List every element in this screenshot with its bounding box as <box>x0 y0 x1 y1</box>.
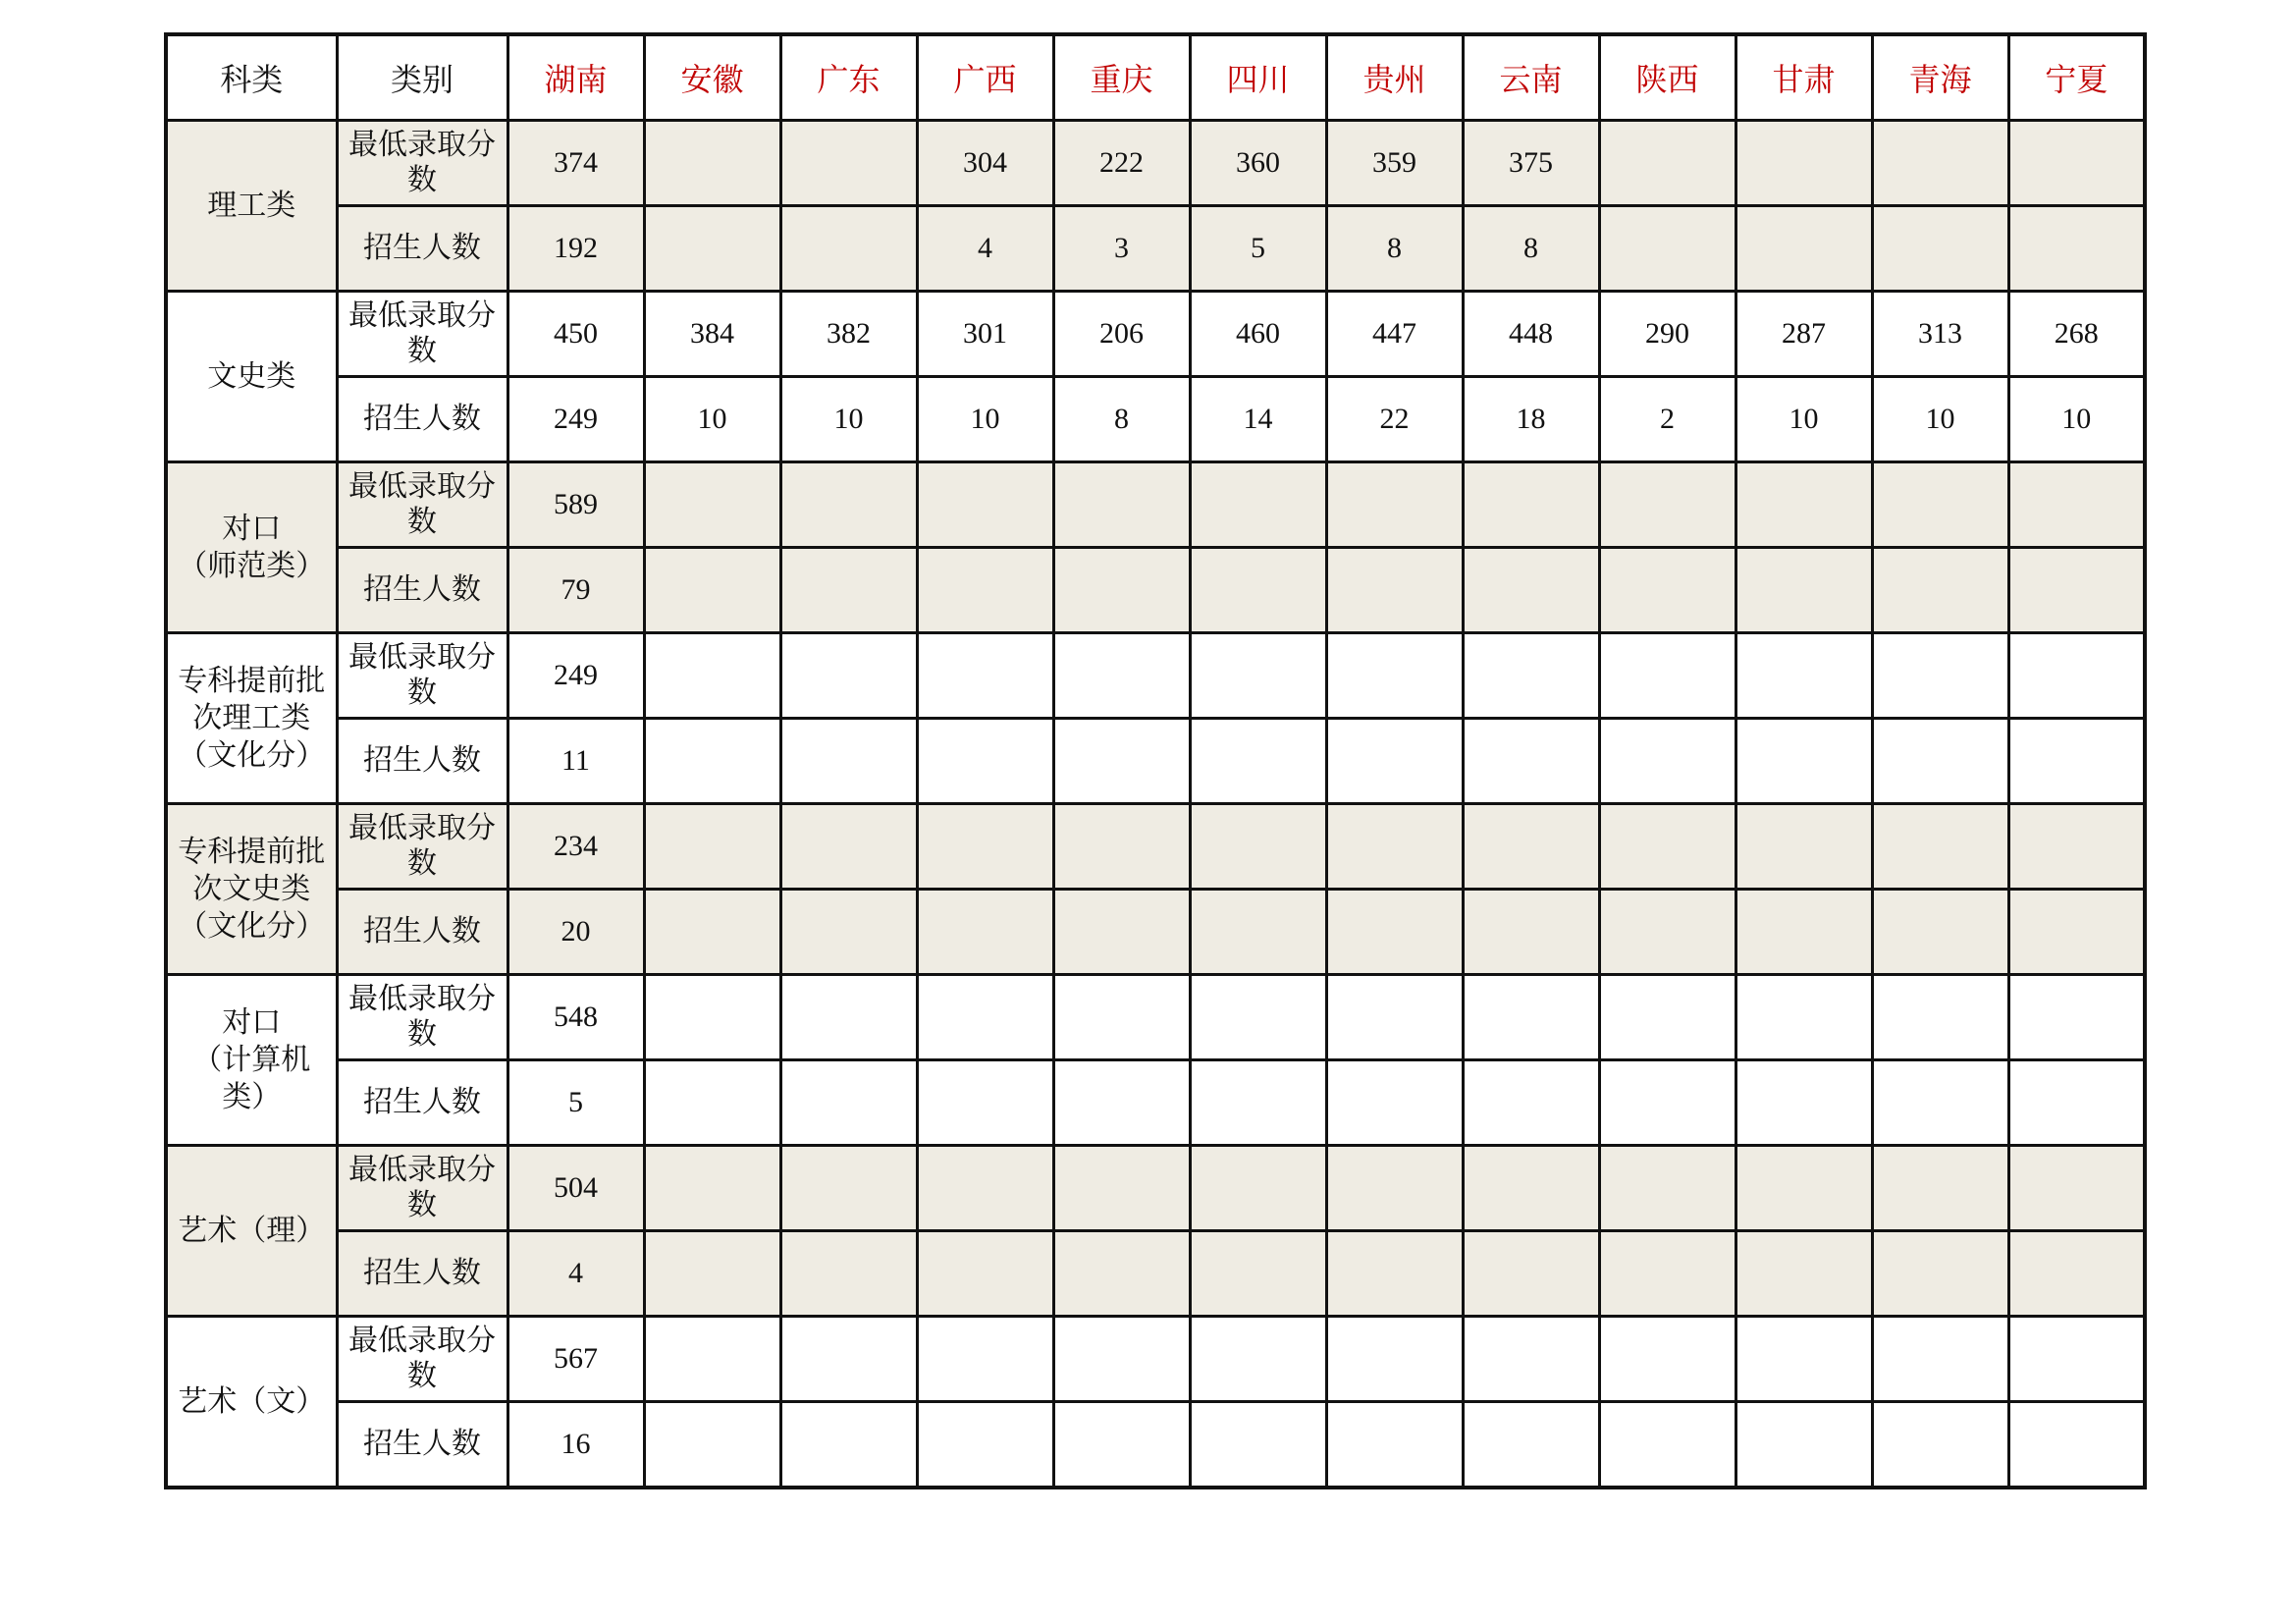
value-cell <box>917 1060 1053 1146</box>
category-label: 对口 <box>222 1004 282 1040</box>
value-cell <box>1872 1402 2008 1489</box>
value-cell <box>1599 462 1735 548</box>
header-row <box>166 34 2145 121</box>
header-province: 青海 <box>1872 34 2008 121</box>
table-row <box>166 377 2145 462</box>
value-cell <box>1599 890 1735 975</box>
value-cell: 8 <box>1463 206 1599 292</box>
header-province: 云南 <box>1463 34 1599 121</box>
value-cell: 375 <box>1463 121 1599 206</box>
value-cell <box>2008 890 2145 975</box>
value-cell <box>644 548 780 633</box>
value-cell <box>917 1146 1053 1231</box>
value-cell <box>780 719 917 804</box>
header-province: 四川 <box>1190 34 1326 121</box>
value-cell <box>1190 462 1326 548</box>
value-cell: 447 <box>1326 292 1463 377</box>
value-cell <box>2008 975 2145 1060</box>
value-cell <box>1735 1146 1872 1231</box>
value-cell: 10 <box>2008 377 2145 462</box>
value-cell <box>644 890 780 975</box>
value-cell <box>1735 462 1872 548</box>
value-cell: 460 <box>1190 292 1326 377</box>
value-cell: 8 <box>1053 377 1190 462</box>
category-label: 理工类 <box>207 188 296 223</box>
value-cell: 384 <box>644 292 780 377</box>
table-body <box>166 121 2145 1489</box>
table-row <box>166 121 2145 206</box>
value-cell <box>917 719 1053 804</box>
category-label: 次文史类 <box>192 871 311 906</box>
table-row <box>166 1231 2145 1317</box>
value-cell <box>1053 1402 1190 1489</box>
header-province: 贵州 <box>1326 34 1463 121</box>
type-cell: 招生人数 <box>337 377 507 462</box>
value-cell: 10 <box>917 377 1053 462</box>
value-cell: 304 <box>917 121 1053 206</box>
value-cell <box>780 804 917 890</box>
value-cell <box>1053 890 1190 975</box>
value-cell <box>1463 1231 1599 1317</box>
value-cell <box>1872 1317 2008 1402</box>
value-cell <box>1735 1060 1872 1146</box>
value-cell: 10 <box>1735 377 1872 462</box>
value-cell: 382 <box>780 292 917 377</box>
value-cell <box>1053 975 1190 1060</box>
value-cell <box>1872 121 2008 206</box>
value-cell <box>917 804 1053 890</box>
category-cell <box>166 804 337 975</box>
type-cell: 招生人数 <box>337 1402 507 1489</box>
value-cell <box>1872 890 2008 975</box>
category-label: （文化分） <box>178 737 326 773</box>
value-cell <box>2008 121 2145 206</box>
table-row <box>166 1317 2145 1402</box>
category-label: （文化分） <box>178 908 326 944</box>
value-cell: 359 <box>1326 121 1463 206</box>
value-cell <box>1872 719 2008 804</box>
value-cell <box>1599 1231 1735 1317</box>
value-cell <box>1463 633 1599 719</box>
value-cell <box>1463 462 1599 548</box>
header-province: 广东 <box>780 34 917 121</box>
value-cell <box>2008 548 2145 633</box>
value-cell: 249 <box>507 633 644 719</box>
table-row <box>166 292 2145 377</box>
value-cell <box>1599 1060 1735 1146</box>
value-cell <box>1872 462 2008 548</box>
table-row <box>166 1146 2145 1231</box>
value-cell <box>917 1231 1053 1317</box>
category-label: 艺术（文） <box>178 1383 326 1419</box>
table-row <box>166 1060 2145 1146</box>
value-cell <box>644 1060 780 1146</box>
value-cell <box>1463 719 1599 804</box>
value-cell: 10 <box>644 377 780 462</box>
value-cell <box>1735 804 1872 890</box>
header-province: 重庆 <box>1053 34 1190 121</box>
value-cell <box>2008 1402 2145 1489</box>
value-cell <box>1463 1060 1599 1146</box>
value-cell <box>1735 633 1872 719</box>
value-cell <box>1053 462 1190 548</box>
value-cell: 448 <box>1463 292 1599 377</box>
value-cell <box>644 804 780 890</box>
category-cell <box>166 1317 337 1489</box>
value-cell <box>1326 890 1463 975</box>
value-cell <box>1599 1402 1735 1489</box>
value-cell <box>1599 804 1735 890</box>
value-cell: 18 <box>1463 377 1599 462</box>
value-cell <box>1872 1146 2008 1231</box>
value-cell <box>917 975 1053 1060</box>
value-cell <box>780 548 917 633</box>
value-cell <box>917 1317 1053 1402</box>
category-label: （师范类） <box>178 548 326 583</box>
type-cell: 招生人数 <box>337 548 507 633</box>
table-row <box>166 719 2145 804</box>
value-cell <box>1190 1146 1326 1231</box>
value-cell <box>1326 1146 1463 1231</box>
value-cell <box>1053 804 1190 890</box>
value-cell <box>1326 633 1463 719</box>
value-cell: 301 <box>917 292 1053 377</box>
value-cell <box>1053 719 1190 804</box>
value-cell <box>780 1231 917 1317</box>
value-cell: 360 <box>1190 121 1326 206</box>
value-cell: 22 <box>1326 377 1463 462</box>
category-label: 专科提前批 <box>178 834 326 869</box>
value-cell: 287 <box>1735 292 1872 377</box>
value-cell <box>1599 719 1735 804</box>
value-cell <box>1735 121 1872 206</box>
value-cell: 450 <box>507 292 644 377</box>
value-cell: 4 <box>917 206 1053 292</box>
value-cell <box>1190 633 1326 719</box>
value-cell <box>1053 1146 1190 1231</box>
value-cell: 8 <box>1326 206 1463 292</box>
value-cell: 16 <box>507 1402 644 1489</box>
value-cell: 2 <box>1599 377 1735 462</box>
type-cell: 招生人数 <box>337 1231 507 1317</box>
value-cell <box>1463 1317 1599 1402</box>
value-cell <box>1599 548 1735 633</box>
value-cell: 192 <box>507 206 644 292</box>
value-cell <box>644 121 780 206</box>
value-cell <box>1599 1317 1735 1402</box>
table-row <box>166 206 2145 292</box>
category-cell <box>166 121 337 292</box>
value-cell <box>2008 1317 2145 1402</box>
value-cell <box>1190 804 1326 890</box>
header-province: 广西 <box>917 34 1053 121</box>
type-cell: 招生人数 <box>337 890 507 975</box>
value-cell <box>1872 633 2008 719</box>
value-cell <box>1326 1317 1463 1402</box>
value-cell: 589 <box>507 462 644 548</box>
category-cell <box>166 292 337 462</box>
header-category: 科类 <box>166 34 337 121</box>
value-cell: 10 <box>1872 377 2008 462</box>
value-cell: 290 <box>1599 292 1735 377</box>
category-label: 次理工类 <box>192 700 311 735</box>
value-cell: 567 <box>507 1317 644 1402</box>
category-cell <box>166 633 337 804</box>
value-cell <box>780 890 917 975</box>
value-cell <box>644 975 780 1060</box>
value-cell <box>780 1402 917 1489</box>
type-cell: 招生人数 <box>337 206 507 292</box>
table-row <box>166 1402 2145 1489</box>
value-cell <box>1190 1402 1326 1489</box>
table-row <box>166 890 2145 975</box>
table-row <box>166 462 2145 548</box>
value-cell <box>644 1402 780 1489</box>
value-cell: 249 <box>507 377 644 462</box>
value-cell <box>1599 1146 1735 1231</box>
category-cell <box>166 975 337 1146</box>
value-cell <box>1190 719 1326 804</box>
value-cell <box>1326 975 1463 1060</box>
value-cell <box>2008 206 2145 292</box>
type-cell: 最低录取分数 <box>337 292 507 377</box>
value-cell <box>644 633 780 719</box>
value-cell <box>1872 206 2008 292</box>
value-cell <box>1735 975 1872 1060</box>
value-cell <box>644 719 780 804</box>
type-cell: 最低录取分数 <box>337 121 507 206</box>
value-cell <box>780 206 917 292</box>
value-cell: 20 <box>507 890 644 975</box>
value-cell <box>1326 719 1463 804</box>
value-cell <box>1735 719 1872 804</box>
type-cell: 最低录取分数 <box>337 975 507 1060</box>
value-cell <box>1872 1060 2008 1146</box>
value-cell <box>780 462 917 548</box>
value-cell <box>1599 206 1735 292</box>
value-cell <box>780 975 917 1060</box>
value-cell <box>1735 890 1872 975</box>
header-province: 甘肃 <box>1735 34 1872 121</box>
value-cell: 374 <box>507 121 644 206</box>
value-cell <box>644 1317 780 1402</box>
value-cell <box>1326 548 1463 633</box>
header-province: 湖南 <box>507 34 644 121</box>
value-cell <box>917 890 1053 975</box>
value-cell <box>1463 1146 1599 1231</box>
value-cell <box>1463 890 1599 975</box>
value-cell: 5 <box>507 1060 644 1146</box>
value-cell <box>780 1146 917 1231</box>
admission-score-table <box>164 32 2147 1489</box>
value-cell <box>1872 1231 2008 1317</box>
value-cell <box>2008 1231 2145 1317</box>
value-cell <box>2008 633 2145 719</box>
value-cell: 14 <box>1190 377 1326 462</box>
value-cell <box>780 1060 917 1146</box>
value-cell <box>917 462 1053 548</box>
table-row <box>166 804 2145 890</box>
value-cell: 10 <box>780 377 917 462</box>
value-cell <box>644 1146 780 1231</box>
value-cell: 79 <box>507 548 644 633</box>
value-cell: 234 <box>507 804 644 890</box>
value-cell <box>1872 548 2008 633</box>
table-row <box>166 548 2145 633</box>
value-cell <box>780 1317 917 1402</box>
value-cell <box>1735 1402 1872 1489</box>
value-cell <box>644 206 780 292</box>
category-cell <box>166 1146 337 1317</box>
value-cell <box>1326 1060 1463 1146</box>
value-cell: 11 <box>507 719 644 804</box>
value-cell: 222 <box>1053 121 1190 206</box>
value-cell <box>917 1402 1053 1489</box>
value-cell <box>1190 1231 1326 1317</box>
value-cell <box>2008 1146 2145 1231</box>
value-cell: 5 <box>1190 206 1326 292</box>
value-cell <box>1190 975 1326 1060</box>
value-cell <box>1735 1317 1872 1402</box>
value-cell: 3 <box>1053 206 1190 292</box>
value-cell <box>1872 804 2008 890</box>
value-cell <box>1326 804 1463 890</box>
value-cell <box>2008 1060 2145 1146</box>
type-cell: 最低录取分数 <box>337 1317 507 1402</box>
value-cell <box>1463 548 1599 633</box>
value-cell <box>1326 1402 1463 1489</box>
value-cell <box>1735 206 1872 292</box>
value-cell <box>1053 548 1190 633</box>
category-label: 类） <box>222 1079 282 1114</box>
category-label: 对口 <box>222 511 282 546</box>
value-cell <box>780 121 917 206</box>
value-cell <box>1326 462 1463 548</box>
type-cell: 最低录取分数 <box>337 1146 507 1231</box>
value-cell <box>1053 1060 1190 1146</box>
value-cell: 313 <box>1872 292 2008 377</box>
value-cell <box>1190 548 1326 633</box>
value-cell <box>1463 1402 1599 1489</box>
table-row <box>166 633 2145 719</box>
value-cell <box>1735 548 1872 633</box>
header-province: 宁夏 <box>2008 34 2145 121</box>
value-cell: 268 <box>2008 292 2145 377</box>
value-cell <box>1053 1317 1190 1402</box>
value-cell <box>1190 890 1326 975</box>
value-cell: 206 <box>1053 292 1190 377</box>
value-cell <box>1326 1231 1463 1317</box>
value-cell <box>2008 719 2145 804</box>
value-cell <box>1190 1060 1326 1146</box>
value-cell <box>1463 975 1599 1060</box>
value-cell <box>1053 633 1190 719</box>
table-row <box>166 975 2145 1060</box>
value-cell: 504 <box>507 1146 644 1231</box>
header-type: 类别 <box>337 34 507 121</box>
type-cell: 最低录取分数 <box>337 462 507 548</box>
value-cell <box>2008 462 2145 548</box>
value-cell <box>1872 975 2008 1060</box>
value-cell <box>2008 804 2145 890</box>
category-label: 专科提前批 <box>178 663 326 698</box>
type-cell: 招生人数 <box>337 1060 507 1146</box>
value-cell <box>917 548 1053 633</box>
value-cell <box>917 633 1053 719</box>
header-province: 陕西 <box>1599 34 1735 121</box>
category-cell <box>166 462 337 633</box>
type-cell: 最低录取分数 <box>337 804 507 890</box>
value-cell <box>1053 1231 1190 1317</box>
value-cell <box>1599 975 1735 1060</box>
header-province: 安徽 <box>644 34 780 121</box>
value-cell <box>644 1231 780 1317</box>
category-label: （计算机 <box>192 1042 311 1077</box>
type-cell: 招生人数 <box>337 719 507 804</box>
value-cell <box>1599 121 1735 206</box>
value-cell <box>780 633 917 719</box>
value-cell: 548 <box>507 975 644 1060</box>
value-cell <box>1463 804 1599 890</box>
value-cell <box>644 462 780 548</box>
category-label: 文史类 <box>207 358 296 394</box>
value-cell <box>1599 633 1735 719</box>
category-label: 艺术（理） <box>178 1213 326 1248</box>
value-cell: 4 <box>507 1231 644 1317</box>
value-cell <box>1735 1231 1872 1317</box>
value-cell <box>1190 1317 1326 1402</box>
type-cell: 最低录取分数 <box>337 633 507 719</box>
